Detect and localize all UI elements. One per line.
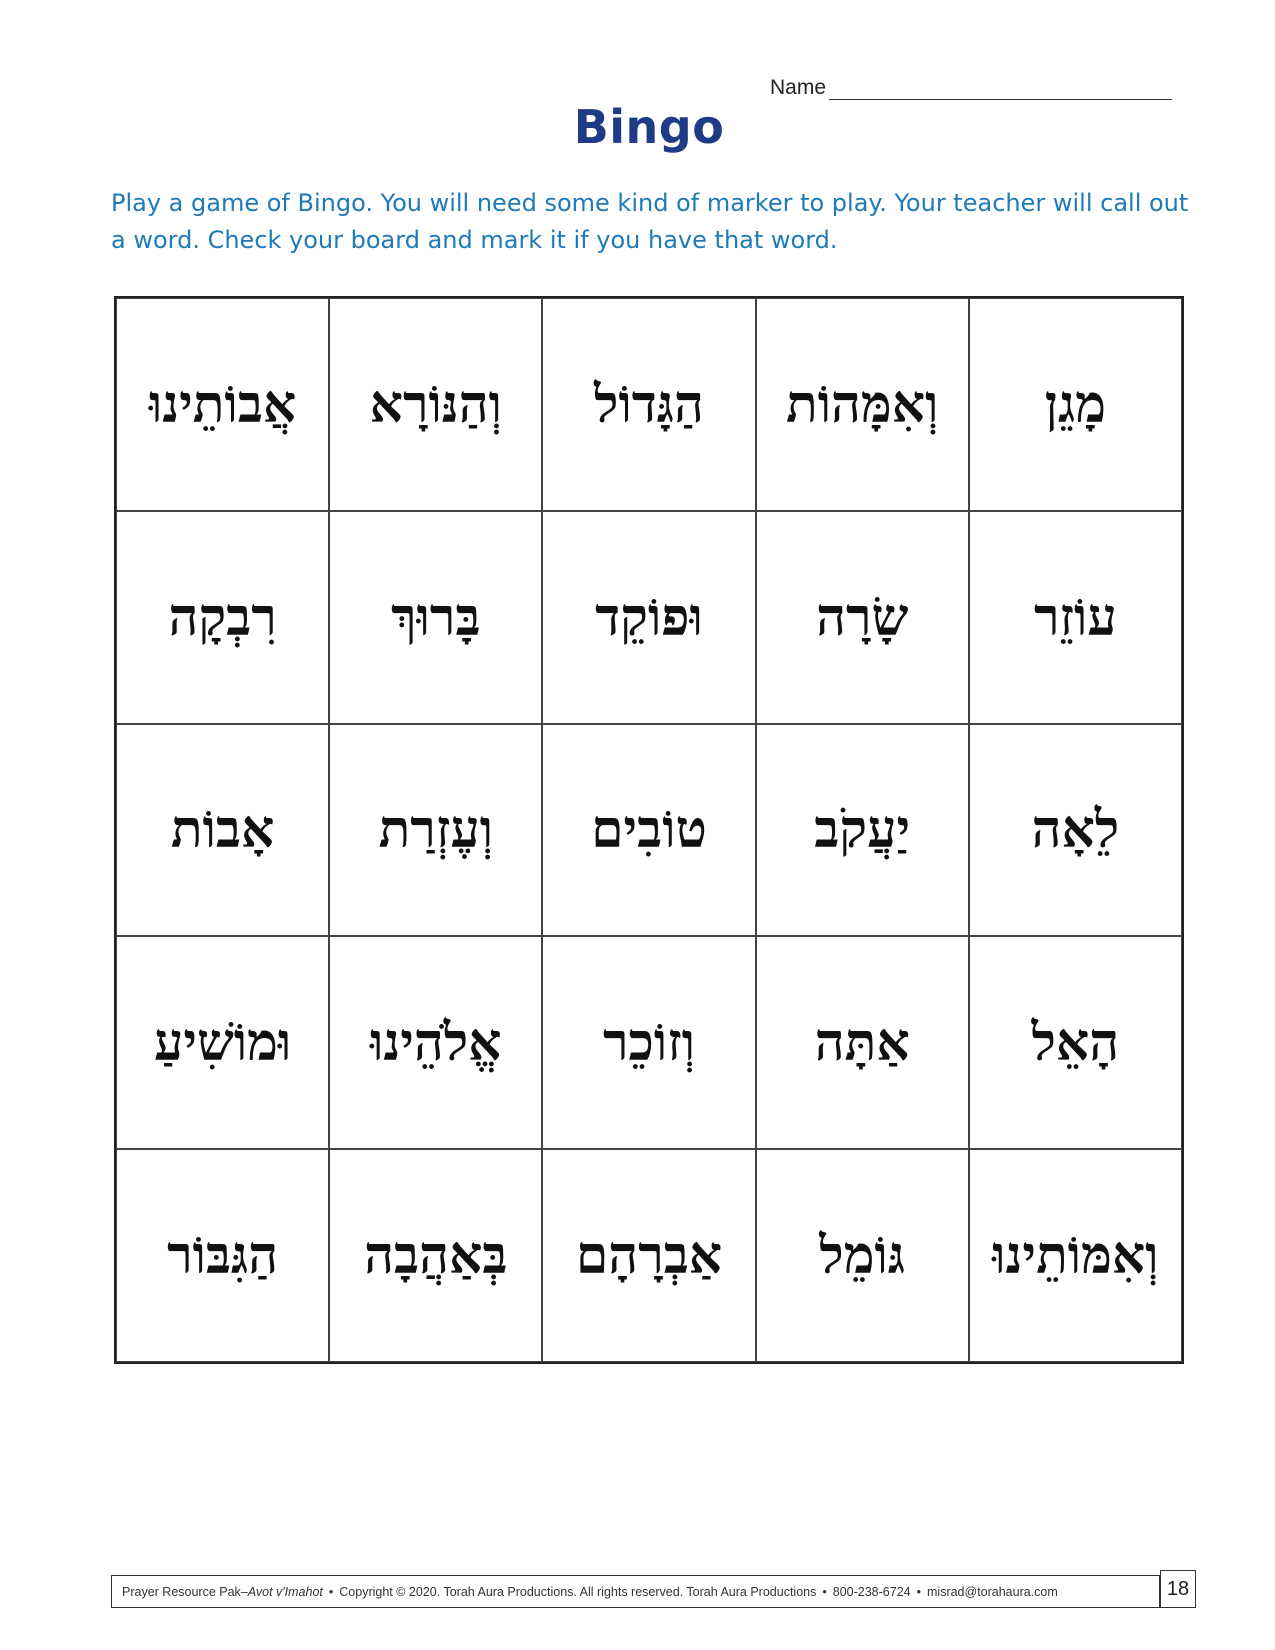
bingo-cell[interactable]: וְאִמָּהוֹת (756, 298, 969, 511)
bingo-cell[interactable]: אֱלֹהֵינוּ (329, 936, 542, 1149)
bingo-cell[interactable]: טוֹבִים (542, 724, 755, 937)
bingo-cell[interactable]: רִבְקָה (116, 511, 329, 724)
name-blank-line[interactable] (829, 81, 1172, 100)
footer-bullet: • (328, 1584, 334, 1599)
bingo-cell[interactable]: הַגִּבּוֹר (116, 1149, 329, 1362)
bingo-cell[interactable]: הָאֵל (969, 936, 1182, 1149)
footer-publication: Prayer Resource Pak– (122, 1584, 248, 1599)
bingo-cell[interactable]: מָגֵן (969, 298, 1182, 511)
bingo-cell[interactable]: וְאִמּוֹתֵינוּ (969, 1149, 1182, 1362)
name-label: Name (770, 76, 827, 99)
bingo-cell[interactable]: וְעֶזְרַת (329, 724, 542, 937)
bingo-cell[interactable]: אֲבוֹתֵינוּ (116, 298, 329, 511)
bingo-cell[interactable]: לֵאָה (969, 724, 1182, 937)
page-title: Bingo (573, 100, 725, 154)
bingo-cell[interactable]: עוֹזֵר (969, 511, 1182, 724)
bingo-cell[interactable]: גּוֹמֵל (756, 1149, 969, 1362)
bingo-cell[interactable]: אַתָּה (756, 936, 969, 1149)
bingo-cell[interactable]: אַבְרָהָם (542, 1149, 755, 1362)
page-number: 18 (1160, 1570, 1196, 1608)
bingo-cell[interactable]: יַעֲקֹב (756, 724, 969, 937)
bingo-cell[interactable]: וּמוֹשִׁיעַ (116, 936, 329, 1149)
bingo-cell[interactable]: הַגָּדוֹל (542, 298, 755, 511)
bingo-board (114, 296, 1184, 1364)
bingo-cell[interactable]: בָּרוּךְ (329, 511, 542, 724)
bingo-cell[interactable]: וְהַנּוֹרָא (329, 298, 542, 511)
instructions-text: Play a game of Bingo. You will need some kind of marker to play. Your teacher will call out a word. Check your board and mark it if you have that word. (111, 189, 1189, 254)
page-footer (111, 1575, 1160, 1608)
footer-phone: 800-238-6724 (832, 1584, 911, 1599)
footer-bullet: • (822, 1584, 827, 1599)
footer-email[interactable]: misrad@torahaura.com (927, 1584, 1058, 1599)
bingo-cell[interactable]: וְזוֹכֵר (542, 936, 755, 1149)
bingo-cell[interactable]: בְּאַהֲבָה (329, 1149, 542, 1362)
footer-bullet: • (916, 1584, 921, 1599)
bingo-cell[interactable]: וּפוֹקֵד (542, 511, 755, 724)
bingo-cell[interactable]: שָׂרָה (756, 511, 969, 724)
name-field[interactable] (770, 76, 1172, 100)
footer-copyright: Copyright © 2020. Torah Aura Productions. All rights reserved. Torah Aura Productions (339, 1584, 817, 1599)
footer-publication-title: Avot v'Imahot (247, 1584, 323, 1599)
bingo-cell[interactable]: אָבוֹת (116, 724, 329, 937)
